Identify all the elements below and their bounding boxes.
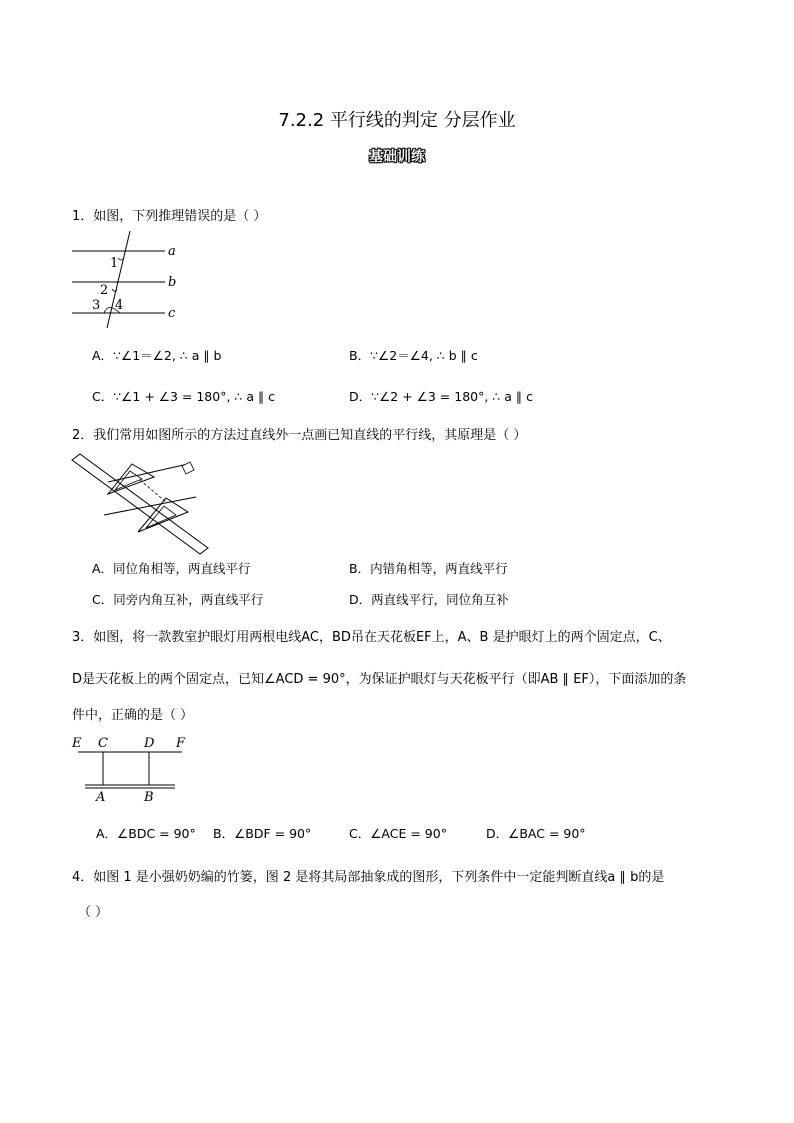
question-3-line-1: 3．如图，将一款教室护眼灯用两根电线AC，BD吊在天花板EF上，A、B 是护眼灯上的两个固定点，C、: [72, 630, 671, 645]
q3-option-b[interactable]: B．∠BDF = 90°: [213, 826, 312, 841]
question-4-line-2: （ ）: [78, 905, 109, 920]
question-2-figure: [70, 452, 205, 552]
q2-option-a[interactable]: A．同位角相等，两直线平行: [92, 561, 251, 576]
question-2-stem: 2．我们常用如图所示的方法过直线外一点画已知直线的平行线，其原理是（ ）: [72, 428, 527, 443]
q3-option-a[interactable]: A．∠BDC = 90°: [96, 826, 196, 841]
label-2: 2: [100, 283, 109, 298]
q2-option-d[interactable]: D．两直线平行，同位角互补: [349, 592, 509, 607]
label-b: b: [168, 275, 177, 290]
label-c: c: [168, 306, 176, 321]
label-a: A: [96, 790, 106, 805]
q1-option-b[interactable]: B．∵∠2＝∠4, ∴ b ∥ c: [349, 348, 478, 363]
label-e: E: [72, 736, 82, 751]
question-3-figure: [70, 735, 195, 805]
question-3-line-2: D是天花板上的两个固定点，已知∠ACD = 90°，为保证护眼灯与天花板平行（即AB ∥ EF），下面添加的条: [72, 672, 687, 687]
label-f: F: [176, 736, 186, 751]
q2-option-c[interactable]: C．同旁内角互补，两直线平行: [92, 592, 264, 607]
label-3: 3: [92, 298, 101, 313]
question-4-line-1: 4．如图 1 是小强奶奶编的竹篓，图 2 是将其局部抽象成的图形，下列条件中一定能判断直线a ∥ b的是: [72, 870, 665, 885]
q1-option-a[interactable]: A．∵∠1＝∠2, ∴ a ∥ b: [92, 348, 222, 363]
question-1-stem: 1．如图，下列推理错误的是（ ）: [72, 209, 267, 224]
q1-option-d[interactable]: D．∵∠2 + ∠3 = 180°, ∴ a ∥ c: [349, 389, 533, 404]
label-b: B: [144, 790, 154, 805]
section-subtitle: 基础训练: [369, 149, 425, 165]
q1-option-c[interactable]: C．∵∠1 + ∠3 = 180°, ∴ a ∥ c: [92, 389, 276, 404]
lower-line: [104, 497, 196, 515]
label-1: 1: [110, 256, 119, 271]
pencil: [182, 462, 194, 474]
page-title: 7.2.2 平行线的判定 分层作业: [278, 110, 516, 131]
label-4: 4: [115, 298, 124, 313]
q2-option-b[interactable]: B．内错角相等，两直线平行: [349, 561, 508, 576]
q3-option-c[interactable]: C．∠ACE = 90°: [349, 826, 447, 841]
q3-option-d[interactable]: D．∠BAC = 90°: [486, 826, 586, 841]
label-c: C: [98, 736, 108, 751]
question-1-figure: [60, 228, 200, 328]
label-a: a: [168, 244, 176, 259]
slide-arrow: [140, 480, 166, 502]
question-3-line-3: 件中，正确的是（ ）: [72, 708, 194, 723]
label-d: D: [144, 736, 155, 751]
